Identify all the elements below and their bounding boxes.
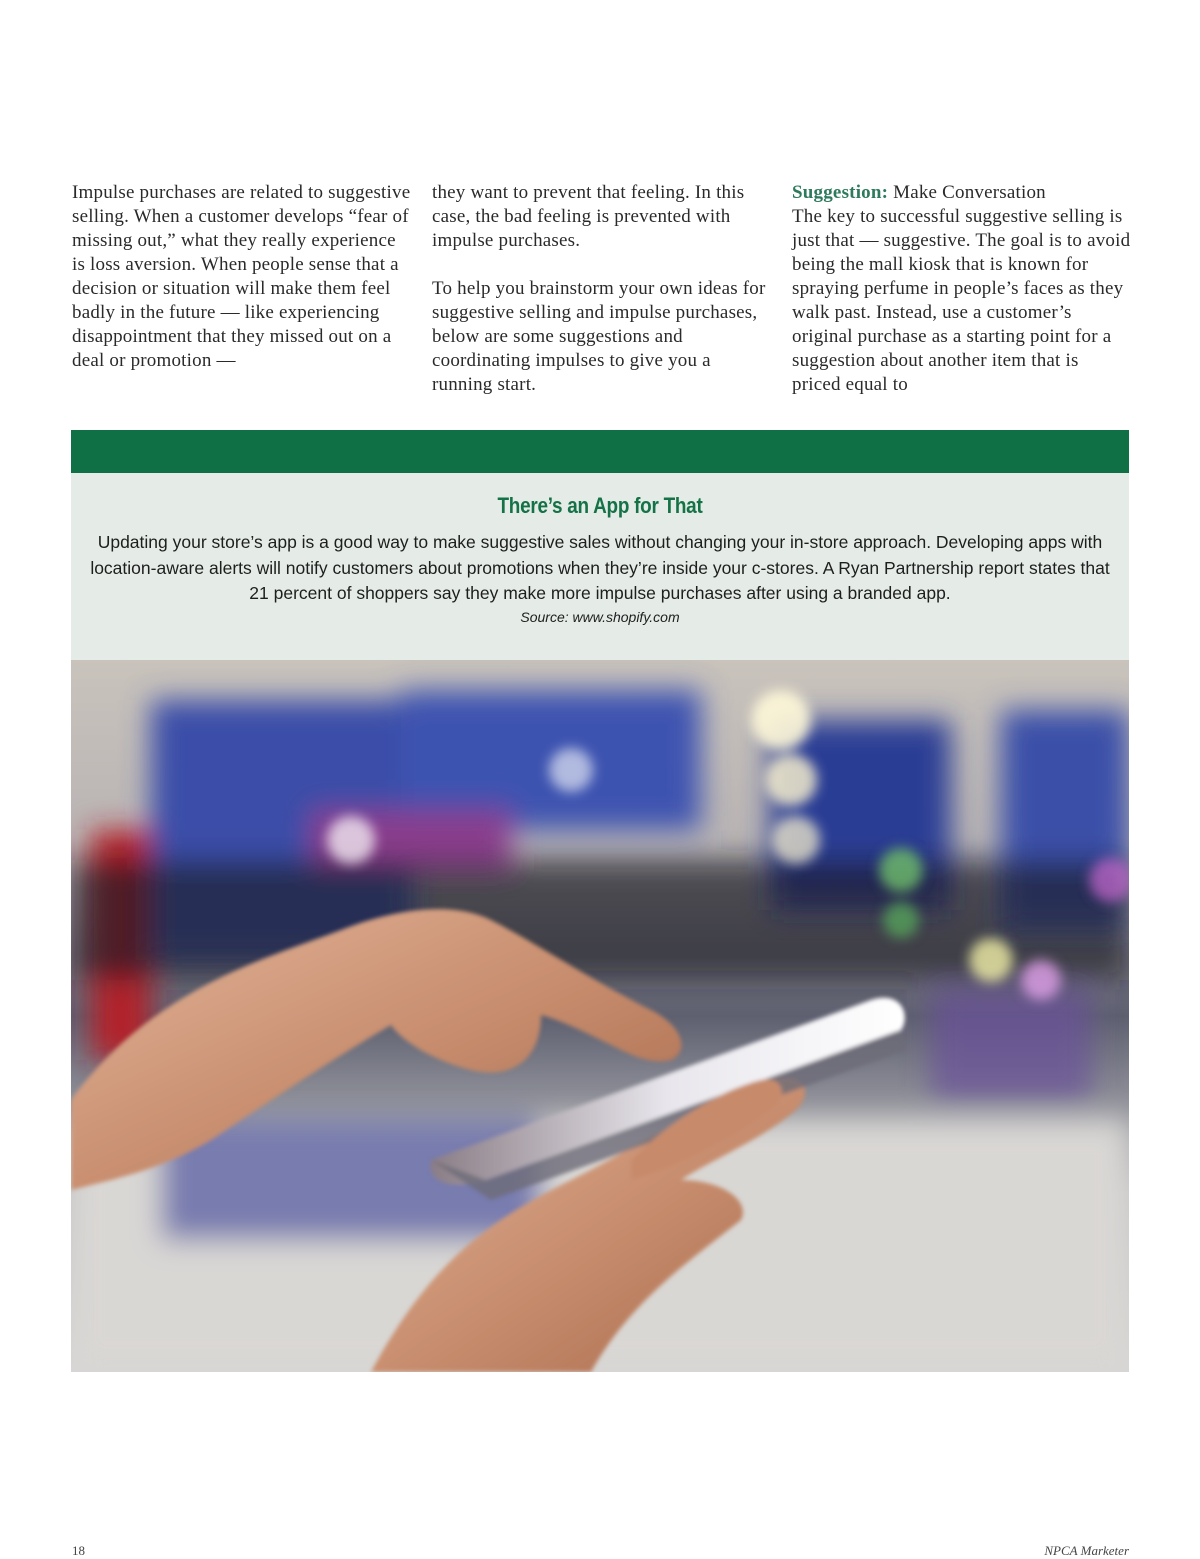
suggestion-label: Suggestion: bbox=[792, 182, 889, 203]
sidebar-source: Source: www.shopify.com bbox=[520, 609, 680, 625]
article-paragraph: To help you brainstorm your own ideas for suggestive selling and impulse purchases, below are some suggestions and coordinating impulses to give you a running start. bbox=[432, 278, 766, 395]
page-number: 18 bbox=[72, 1543, 85, 1558]
hands-holding-smartphone-photo bbox=[71, 660, 1129, 1372]
sidebar-header-bar bbox=[71, 430, 1129, 473]
article-column-3 bbox=[792, 181, 1132, 397]
article-paragraph: The key to successful suggestive selling is just that — suggestive. The goal is to avoid being the mall kiosk that is known for spraying perfume in people’s faces as they walk past. Instead, use a customer’s original purchase as a starting point for a suggestion about another item that is priced equal to bbox=[792, 206, 1131, 395]
article-paragraph: they want to prevent that feeling. In this case, the bad feeling is prevented with impulse purchases. bbox=[432, 182, 745, 251]
article-column-1 bbox=[72, 181, 412, 373]
sidebar-box bbox=[71, 473, 1129, 660]
suggestion-title: Make Conversation bbox=[893, 182, 1046, 203]
sidebar-body: Updating your store’s app is a good way to make suggestive sales without changing your in-store approach. Developing apps with location-aware alerts will notify customers about promotions when they’re inside your c-stores. A Ryan Partnership report states that 21 percent of shoppers say they make more impulse purchases after using a branded app. bbox=[90, 532, 1110, 603]
sidebar-title: There’s an App for That bbox=[497, 493, 703, 518]
publication-name: NPCA Marketer bbox=[1044, 1543, 1129, 1558]
article-paragraph: Impulse purchases are related to suggestive selling. When a customer develops “fear of missing out,” what they really experience is loss aversion. When people sense that a decision or situation will make them feel badly in the future — like experiencing disappointment that they missed out on a deal or promotion — bbox=[72, 182, 411, 371]
suggestion-heading bbox=[792, 181, 1132, 205]
article-column-2 bbox=[432, 181, 772, 397]
